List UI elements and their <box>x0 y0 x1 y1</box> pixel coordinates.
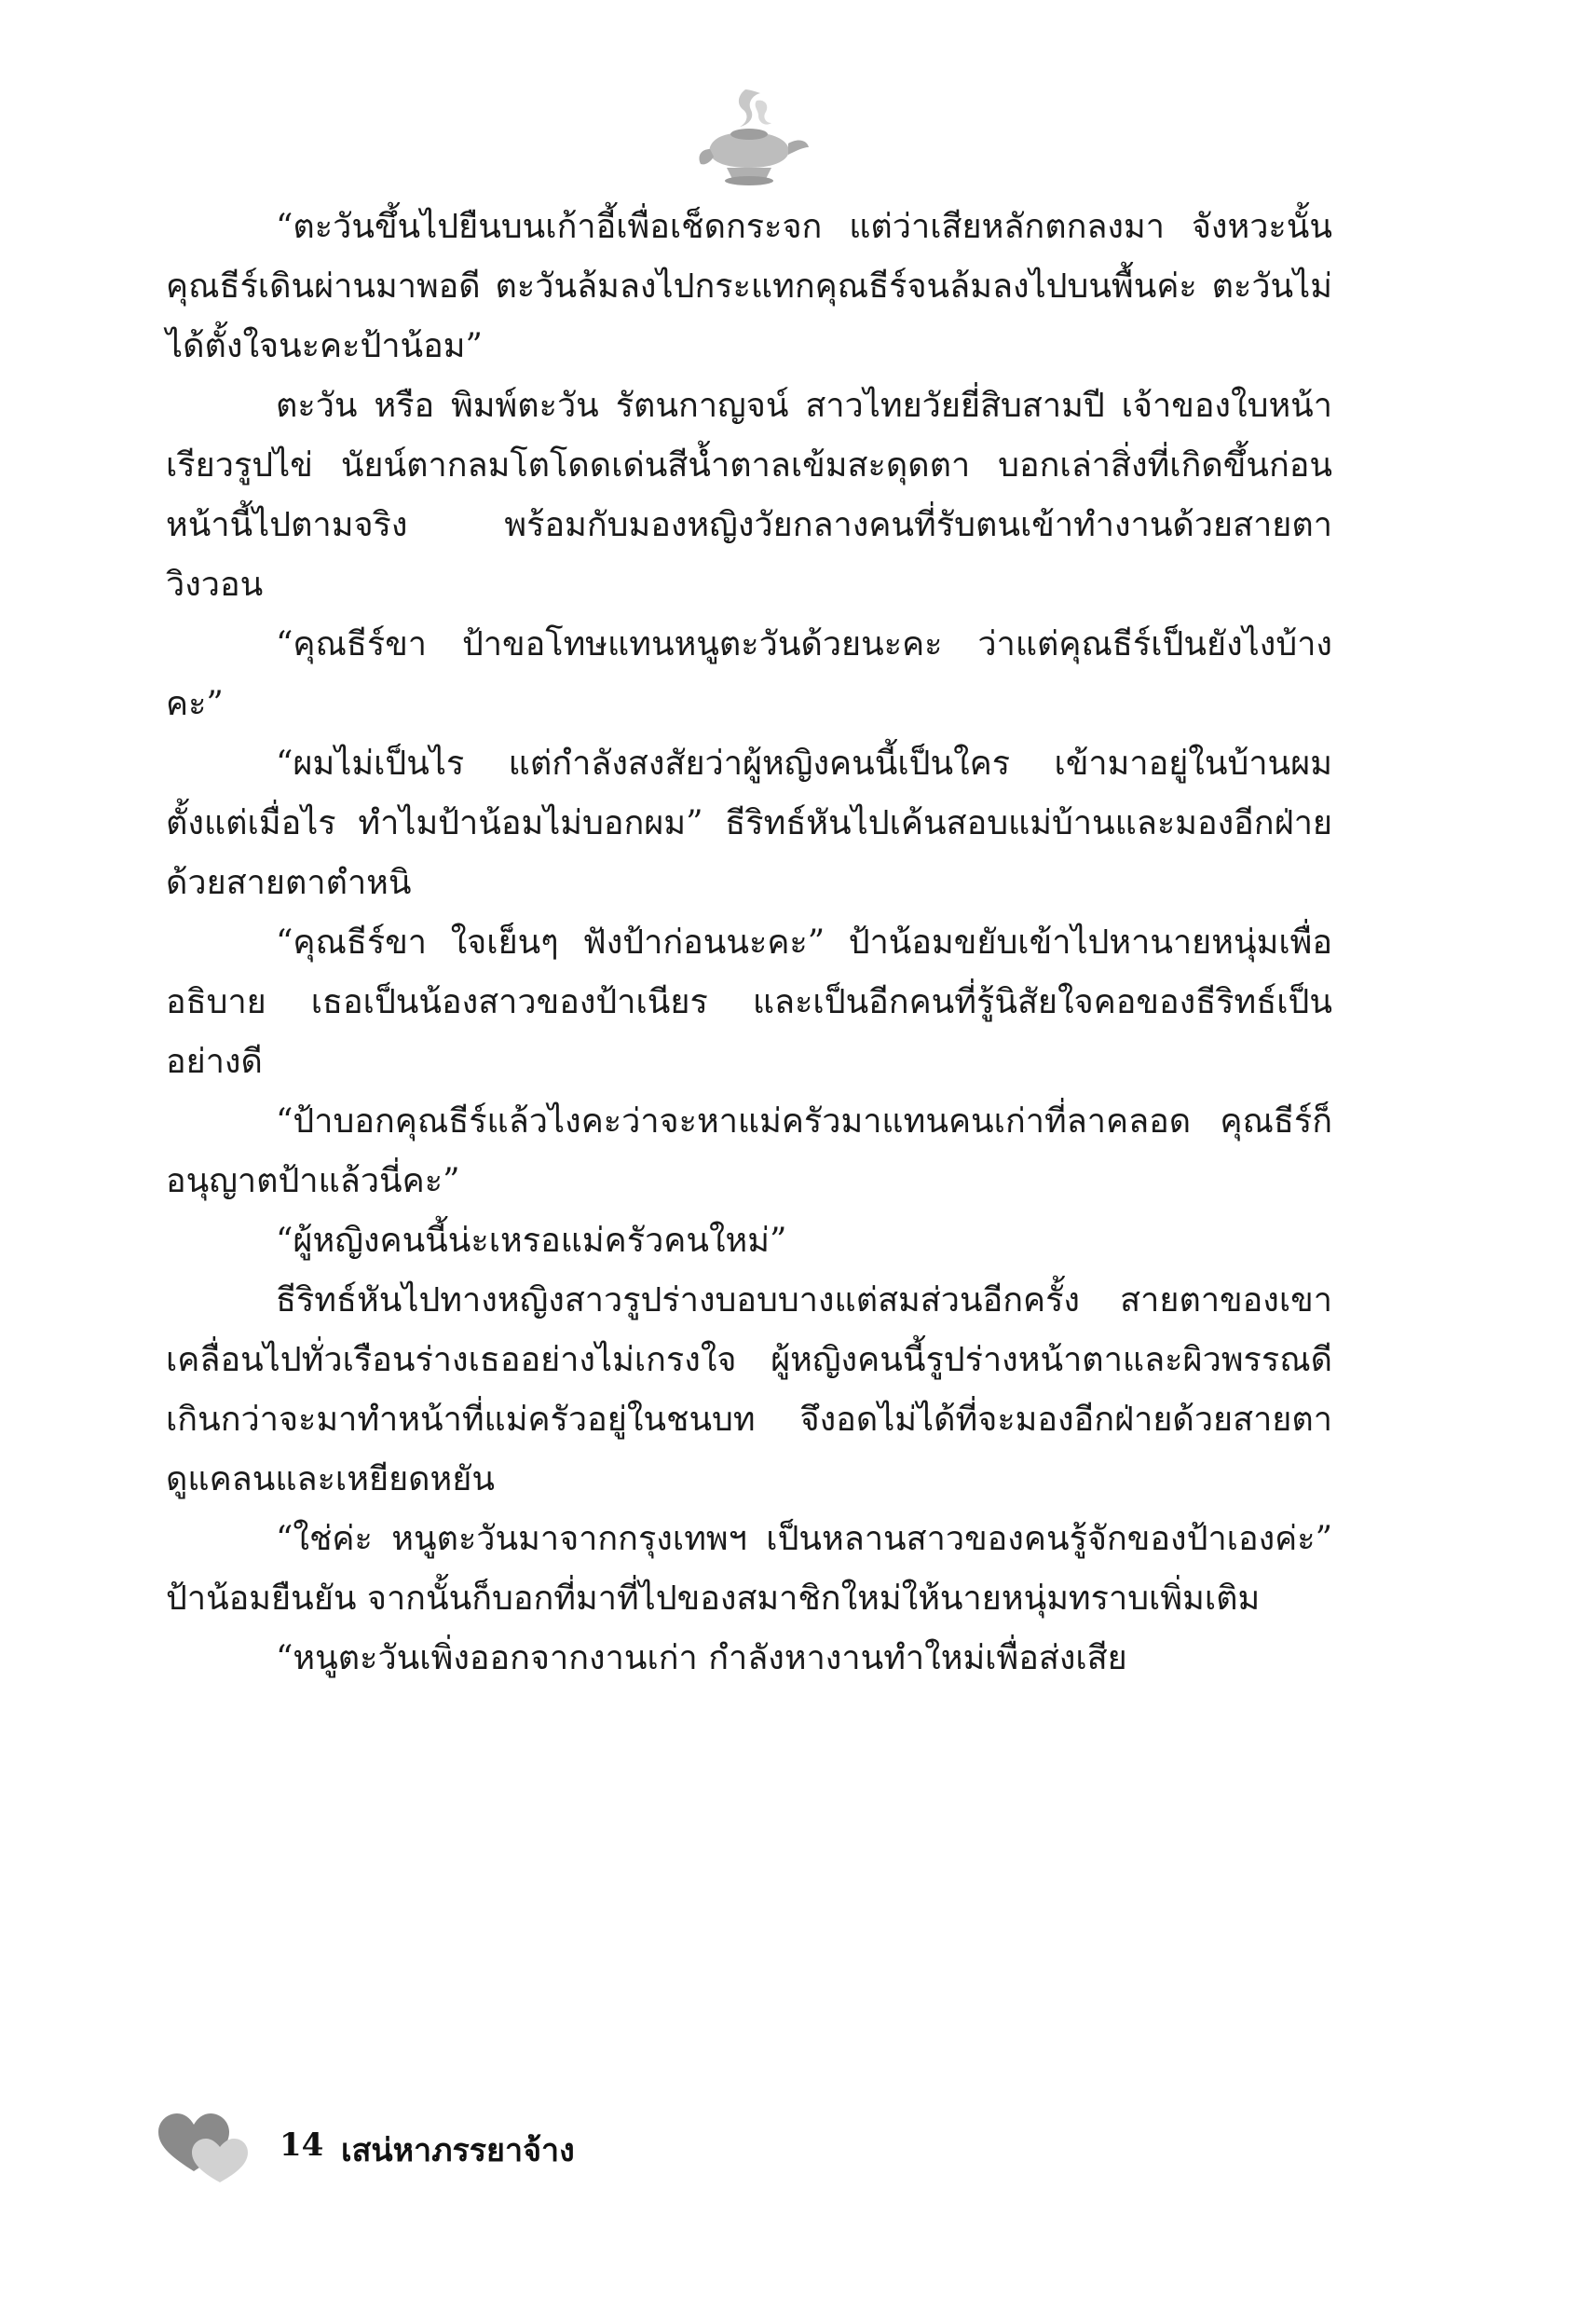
paragraph: “ป้าบอกคุณธีร์แล้วไงคะว่าจะหาแม่ครัวมาแทนคนเก่าที่ลาคลอด คุณธีร์ก็อนุญาตป้าแล้วนี่คะ” <box>166 1102 1332 1200</box>
paragraph: “ผู้หญิงคนนี้น่ะเหรอแม่ครัวคนใหม่” <box>276 1222 787 1260</box>
paragraph: “ใช่ค่ะ หนูตะวันมาจากกรุงเทพฯ เป็นหลานสาวของคนรู้จักของป้าเองค่ะ” ป้าน้อมยืนยัน จากนั้นก็บอกที่มาที่ไปของสมาชิกใหม่ให้นายหนุ่มทราบเพิ่มเติม <box>166 1520 1332 1618</box>
paragraph: “คุณธีร์ขา ป้าขอโทษแทนหนูตะวันด้วยนะคะ ว่าแต่คุณธีร์เป็นยังไงบ้างคะ” <box>166 625 1332 723</box>
paragraph: ธีริทธ์หันไปทางหญิงสาวรูปร่างบอบบางแต่สมส่วนอีกครั้ง สายตาของเขาเคลื่อนไปทั่วเรือนร่างเธออย่างไม่เกรงใจ ผู้หญิงคนนี้รูปร่างหน้าตาและผิวพรรณดีเกินกว่าจะมาทำหน้าที่แม่ครัวอยู่ในชนบท จึงอดไม่ได้ที่จะมองอีกฝ่ายด้วยสายตาดูแคลนและเหยียดหยัน <box>166 1281 1332 1498</box>
paragraph: “ผมไม่เป็นไร แต่กำลังสงสัยว่าผู้หญิงคนนี้เป็นใคร เข้ามาอยู่ในบ้านผมตั้งแต่เมื่อไร ทำไมป้าน้อมไม่บอกผม” ธีริทธ์หันไปเค้นสอบแม่บ้านและมองอีกฝ่ายด้วยสายตาตำหนิ <box>166 745 1332 902</box>
page-footer <box>155 2106 807 2190</box>
body-text <box>166 198 1332 1689</box>
paragraph: ตะวัน หรือ พิมพ์ตะวัน รัตนกาญจน์ สาวไทยวัยยี่สิบสามปี เจ้าของใบหน้าเรียวรูปไข่ นัยน์ตากลมโตโดดเด่นสีน้ำตาลเข้มสะดุดตา บอกเล่าสิ่งที่เกิดขึ้นก่อนหน้านี้ไปตามจริง พร้อมกับมองหญิงวัยกลางคนที่รับตนเข้าทำงานด้วยสายตาวิงวอน <box>166 387 1332 604</box>
book-title: เสน่หาภรรยาจ้าง <box>341 2132 575 2169</box>
paragraph: “คุณธีร์ขา ใจเย็นๆ ฟังป้าก่อนนะคะ” ป้าน้อมขยับเข้าไปหานายหนุ่มเพื่ออธิบาย เธอเป็นน้องสาวของป้าเนียร และเป็นอีกคนที่รู้นิสัยใจคอของธีริทธ์เป็นอย่างดี <box>166 923 1332 1081</box>
hearts-icon <box>155 2106 257 2185</box>
magic-lamp-icon <box>691 82 812 194</box>
paragraph: “ตะวันขึ้นไปยืนบนเก้าอี้เพื่อเช็ดกระจก แต่ว่าเสียหลักตกลงมา จังหวะนั้นคุณธีร์เดินผ่านมาพอดี ตะวันล้มลงไปกระแทกคุณธีร์จนล้มลงไปบนพื้นค่ะ ตะวันไม่ได้ตั้งใจนะคะป้าน้อม” <box>166 208 1332 365</box>
paragraph: “หนูตะวันเพิ่งออกจากงานเก่า กำลังหางานทำใหม่เพื่อส่งเสีย <box>276 1639 1127 1677</box>
page-number: 14 <box>280 2126 324 2164</box>
